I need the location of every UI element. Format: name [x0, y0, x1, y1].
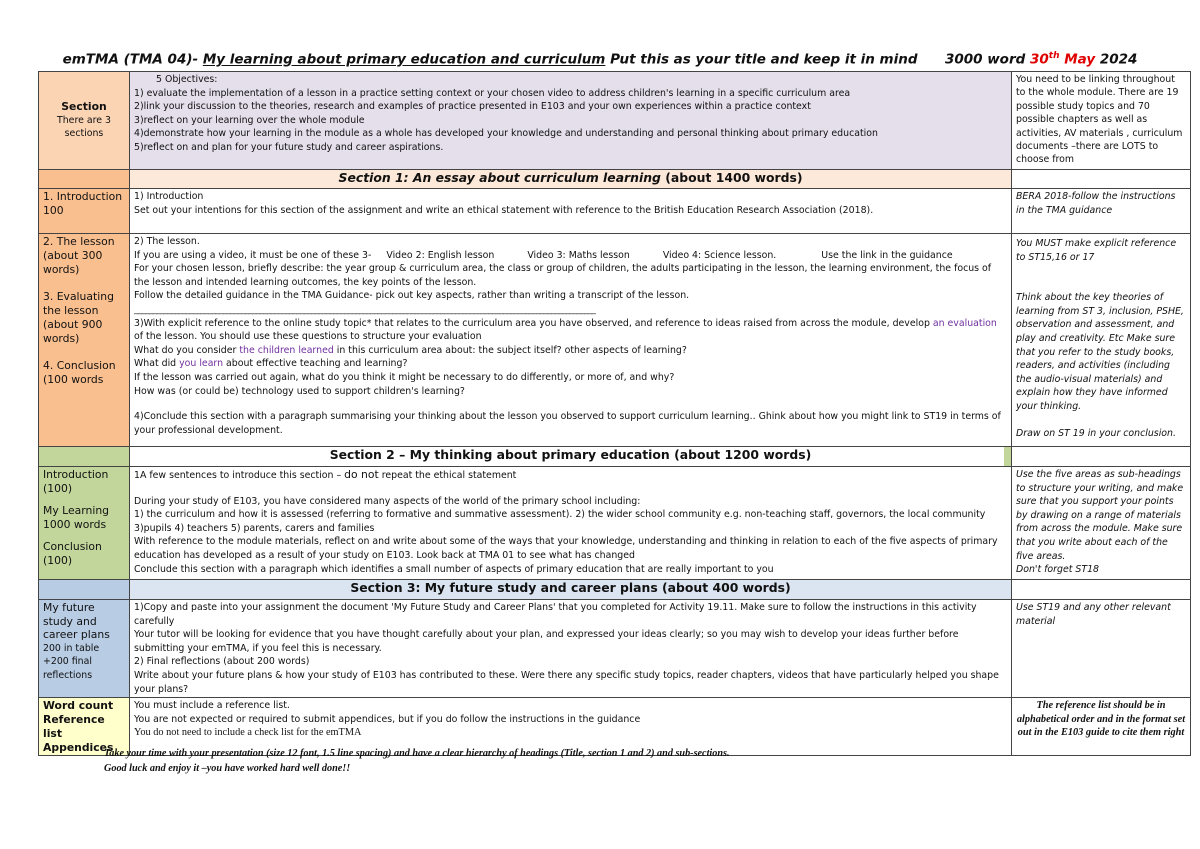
- video-option-science: Video 4: Science lesson.: [662, 249, 777, 261]
- future-write-about: Write about your future plans & how your study of E103 has contributed to these. Were there any specific study topics, reader chapters, videos that have particularly helped you shape your plans?: [134, 669, 999, 695]
- future-copy-instruction: 1)Copy and paste into your assignment the document 'My Future Study and Career Plans' that you completed for Activity 19.11. Make sure to follow the instructions in this activity carefully: [134, 602, 977, 627]
- thinking-note-cell: [1012, 467, 1191, 580]
- section3-heading-row: [39, 580, 1191, 600]
- thinking-intro-end: repeat the ethical statement: [378, 470, 517, 481]
- section2-heading: [130, 447, 1012, 467]
- future-label-cell: [39, 600, 130, 698]
- thinking-note: Use the five areas as sub-headings to structure your writing, and make sure that you support your points by drawing on a range of materials from across the module. Make sure that you write about each of the five areas.: [1016, 469, 1184, 562]
- title-deadline-year: 2024: [1099, 51, 1138, 68]
- objectives-cell: [130, 72, 1012, 170]
- introduction-text: Set out your intentions for this section of the assignment and write an ethical statement with reference to the British Education Research Association (2018).: [134, 204, 874, 216]
- title-deadline-month: May: [1064, 51, 1096, 68]
- objectives-note-cell: [1012, 72, 1191, 170]
- lesson-conclusion: 4)Conclude this section with a paragraph summarising your thinking about the lesson you observed to support curriculum learning.. Ghink about how you might link to ST19 in terms of your professional development.: [134, 411, 1001, 436]
- lesson-note-conclusion: Draw on ST 19 in your conclusion.: [1016, 427, 1176, 439]
- question-children-learned: [134, 344, 1007, 358]
- title-underlined: My learning about primary education and curriculum: [202, 51, 606, 68]
- empty-cell: [39, 580, 130, 600]
- footer-good-luck: Good luck and enjoy it –you have worked hard well done!!: [104, 763, 351, 774]
- future-row: [39, 600, 1191, 698]
- lesson-description: For your chosen lesson, briefly describe: the year group & curriculum area, the class or group of children, the adults participating in the lesson, the learning environment, the focus of the lesson and intended learning outcomes, the key points of the lesson.: [134, 263, 992, 288]
- evaluation-text-end: of the lesson. You should use these questions to structure your evaluation: [134, 331, 482, 343]
- thinking-intro: [134, 468, 1007, 483]
- objectives-heading: 5 Objectives:: [156, 74, 218, 85]
- thinking-aspects-2: 3)pupils 4) teachers 5) parents, carers and families: [134, 522, 375, 534]
- section1-heading-words: (about 1400 words): [660, 170, 803, 185]
- thinking-reflect: With reference to the module materials, reflect on and write about some of the ways that your knowledge, understanding and thinking in relation to each of the five aspects of primary education has developed as a result of your study on E103. Look back at TMA 01 to see what has changed: [134, 536, 998, 561]
- references-appendices: You are not expected or required to submit appendices, but if you do follow the instructions in the guidance: [134, 713, 641, 725]
- thinking-conclusion-label: Conclusion (100): [43, 540, 102, 567]
- future-tutor-note: Your tutor will be looking for evidence that you have thought carefully about your plan, and expressed your ideas clearly; so you may wish to develop your ideas further before submitting your emTMA, if you feel this is necessary.: [134, 629, 959, 654]
- section2-heading-row: [39, 447, 1191, 467]
- video-intro: If you are using a video, it must be one of these 3-: [134, 249, 372, 261]
- divider-line: _____________________________________________________________________________________________________________________________: [134, 303, 595, 315]
- future-final-reflections: 2) Final reflections (about 200 words): [134, 656, 310, 668]
- objective-item: 2)link your discussion to the theories, research and examples of practice presented in E103 and your own experiences within a practice context: [134, 101, 811, 113]
- empty-cell: [39, 170, 130, 189]
- objective-item: 1) evaluate the implementation of a lesson in a practice setting context or your chosen video to address children's learning in a specific curriculum area: [134, 87, 851, 99]
- title-instruction: Put this as your title and keep it in mind: [605, 51, 918, 68]
- empty-cell: [39, 447, 130, 467]
- evaluating-label: 3. Evaluating the lesson (about 900 words): [43, 290, 114, 345]
- title-word-count: 3000 word: [944, 51, 1026, 68]
- section1-heading: [130, 170, 1012, 189]
- introduction-note: BERA 2018-follow the instructions in the TMA guidance: [1012, 189, 1191, 234]
- question-again: If the lesson was carried out again, what do you think it might be necessary to do differently, or more of, and why?: [134, 371, 675, 383]
- objective-item: 3)reflect on your learning over the whole module: [134, 114, 365, 126]
- lesson-label-cell: [39, 234, 130, 447]
- empty-cell: [1012, 580, 1191, 600]
- objective-item: 5)reflect on and plan for your future study and career aspirations.: [134, 141, 444, 153]
- lesson-note-cell: [1012, 234, 1191, 447]
- video-option-english: Video 2: English lesson: [386, 249, 495, 261]
- introduction-heading: 1) Introduction: [134, 191, 204, 202]
- question-text-end: about effective teaching and learning?: [223, 358, 408, 370]
- objectives-row: [39, 72, 1191, 170]
- thinking-conclude: Conclude this section with a paragraph which identifies a small number of aspects of primary education that are really important to you: [134, 563, 774, 575]
- introduction-row: [39, 189, 1191, 234]
- thinking-intro-text: 1A few sentences to introduce this section –: [134, 470, 345, 481]
- objectives-note: You need to be linking throughout to the whole module. There are 19 possible study topics and 70 possible chapters as well as activities, AV materials , curriculum documents –there are LOTS to choose from: [1016, 74, 1183, 166]
- question-technology: How was (or could be) technology used to support children's learning?: [134, 385, 465, 397]
- empty-cell: [1012, 447, 1191, 467]
- future-reflections-count: +200 final reflections: [43, 656, 93, 681]
- empty-cell: [1012, 170, 1191, 189]
- lesson-note-theories: Think about the key theories of learning from ST 3, inclusion, PSHE, observation and assessment, and play and creativity. Etc Make sure that you refer to the study books, readers, and activities (including the audio-visual materials) and explain how they have informed your thinking.: [1016, 292, 1184, 412]
- title-deadline-suffix: th: [1048, 51, 1060, 61]
- future-note: Use ST19 and any other relevant material: [1012, 600, 1191, 698]
- objective-item: 4)demonstrate how your learning in the module as a whole has developed your knowledge and understanding and personal thinking about primary education: [134, 128, 878, 140]
- section-count: There are 3 sections: [57, 114, 111, 140]
- lesson-heading: 2) The lesson.: [134, 236, 200, 247]
- page-title: [0, 51, 1200, 68]
- section-label: Section: [61, 100, 107, 114]
- assignment-table: [38, 71, 1191, 756]
- conclusion-label: 4. Conclusion (100 words: [43, 359, 116, 386]
- thinking-label-cell: [39, 467, 130, 580]
- footer-presentation-note: Take your time with your presentation (size 12 font, 1.5 line spacing) and have a clear hierarchy of headings (Title, section 1 and 2) and sub-sections.: [104, 748, 730, 759]
- video-link-note: Use the link in the guidance: [821, 249, 953, 261]
- thinking-learning-label: My Learning 1000 words: [43, 504, 110, 531]
- question-text-end: in this curriculum area about: the subject itself? other aspects of learning?: [333, 344, 687, 356]
- title-deadline-day: 30: [1029, 51, 1049, 68]
- evaluation-text: 3)With explicit reference to the online study topic* that relates to the curriculum area you have observed, and reference to ideas raised from across the module, develop: [134, 317, 933, 329]
- evaluation-highlight: an evaluation: [932, 317, 997, 329]
- question-text: What did: [134, 358, 180, 370]
- evaluation-instruction: [134, 317, 1007, 344]
- thinking-note-st18: Don't forget ST18: [1016, 564, 1100, 576]
- thinking-cell: [130, 467, 1012, 580]
- lesson-label: 2. The lesson (about 300 words): [43, 235, 115, 276]
- lesson-cell: [130, 234, 1012, 447]
- video-options: [134, 249, 1007, 263]
- introduction-cell: [130, 189, 1012, 234]
- reference-list-label: Reference list: [43, 712, 105, 740]
- section-label-cell: [39, 72, 130, 170]
- question-highlight: the children learned: [239, 344, 334, 356]
- question-text: What do you consider: [134, 344, 240, 356]
- lesson-guidance: Follow the detailed guidance in the TMA Guidance- pick out key aspects, rather than writing a transcript of the lesson.: [134, 290, 690, 302]
- thinking-do-not: do not: [344, 468, 379, 481]
- question-you-learn: [134, 357, 1007, 371]
- section1-heading-italic: Section 1: An essay about curriculum learning: [338, 170, 661, 185]
- footer-notes: [104, 746, 730, 776]
- lesson-note-reference: You MUST make explicit reference to ST15,16 or 17: [1016, 238, 1177, 263]
- lesson-row: [39, 234, 1191, 447]
- future-label: My future study and career plans: [43, 601, 110, 642]
- future-table-count: 200 in table: [43, 642, 100, 654]
- section2-heading-text: Section 2 – My thinking about primary education (about 1200 words): [329, 447, 812, 462]
- section3-heading: Section 3: My future study and career plans (about 400 words): [130, 580, 1012, 600]
- section1-heading-row: [39, 170, 1191, 189]
- future-cell: [130, 600, 1012, 698]
- thinking-aspects-1: 1) the curriculum and how it is assessed (referring to formative and summative assessment). 2) the wider school community e.g. non-teaching staff, governors, the local community: [134, 509, 986, 521]
- video-option-maths: Video 3: Maths lesson: [527, 249, 630, 261]
- thinking-aspects-intro: During your study of E103, you have considered many aspects of the world of the primary school including:: [134, 495, 641, 507]
- thinking-row: [39, 467, 1191, 580]
- introduction-label: 1. Introduction 100: [39, 189, 130, 234]
- word-count-label: Word count: [43, 699, 114, 713]
- thinking-intro-label: Introduction (100): [43, 468, 109, 495]
- question-highlight: you learn: [179, 358, 224, 370]
- references-checklist: You do not need to include a check list for the emTMA: [134, 727, 362, 739]
- references-must: You must include a reference list.: [134, 700, 290, 712]
- references-note: The reference list should be in alphabetical order and in the format set out in the E103 guide to cite them right: [1012, 698, 1191, 756]
- title-prefix: emTMA (TMA 04)-: [62, 51, 203, 68]
- appendices-label: Appendices: [43, 740, 114, 754]
